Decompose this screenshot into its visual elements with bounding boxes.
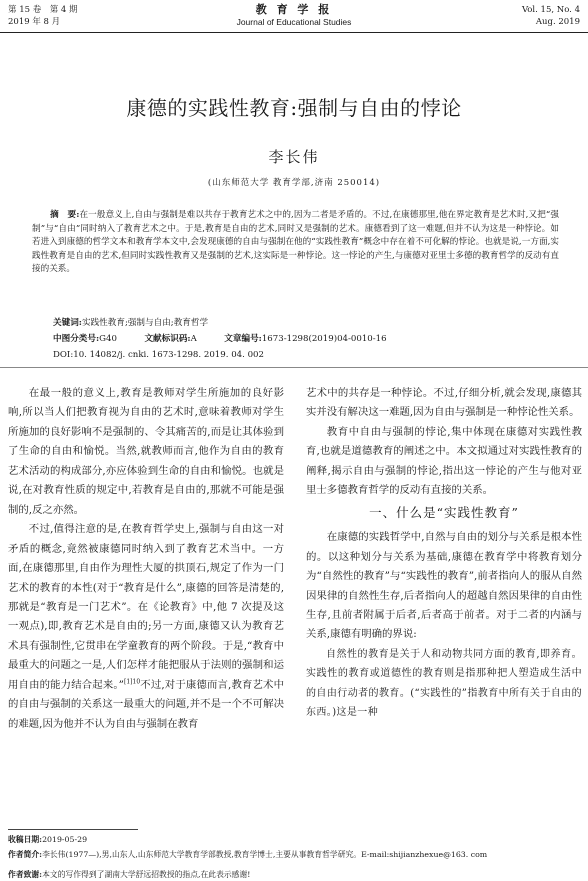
- keywords-label: 关键词:: [53, 318, 82, 328]
- body-right-column: [306, 384, 582, 723]
- publication-date-en: Aug. 2019: [535, 17, 580, 27]
- block-quote: 自然性的教育是关于人和动物共同方面的教育,即养育。实践性的教育或道德性的教育则是指那种把人塑造成生活中的自由行动者的教育。(“实践性的”指教育中所有关于自由的东西。)这是一种: [306, 648, 582, 719]
- author-affiliation: (山东师范大学 教育学部,济南 250014): [207, 178, 381, 188]
- publication-date: 2019 年 8 月: [8, 17, 61, 27]
- body-left-column: [8, 384, 284, 734]
- volume-issue-en: Vol. 15, No. 4: [521, 5, 580, 15]
- received-label: 收稿日期:: [8, 835, 43, 844]
- doi: DOI:10. 14082/j. cnki. 1673-1298. 2019. 04. 002: [53, 350, 264, 360]
- section-heading: 一、什么是“实践性教育”: [369, 504, 519, 520]
- paragraph: 艺术中的共存是一种悖论。不过,仔细分析,就会发现,康德其实并没有解决这一难题,因为自由与强制是一种悖论性关系。: [306, 387, 582, 419]
- clc-value: G40: [99, 334, 117, 344]
- abstract-divider: [0, 367, 588, 368]
- author-name: 李长伟: [268, 148, 320, 166]
- author-bio: [8, 849, 580, 860]
- keywords-text: 实践性教育;强制与自由;教育哲学: [81, 318, 209, 328]
- citation: [1]10: [124, 678, 141, 686]
- author-bio-label: 作者简介:: [8, 850, 43, 859]
- acknowledgement-text: 本文的写作得到了湖南大学舒远招教授的指点,在此表示感谢!: [42, 870, 251, 879]
- acknowledgement-label: 作者致谢:: [8, 870, 43, 879]
- abstract-label: 摘 要:: [50, 210, 80, 220]
- journal-name: [0, 4, 588, 28]
- article-number-value: 1673-1298(2019)04-0010-16: [261, 334, 387, 344]
- article-title: 康德的实践性教育:强制与自由的悖论: [126, 96, 462, 120]
- classification-line: [53, 333, 387, 346]
- paragraph: 在最一般的意义上,教育是教师对学生所施加的良好影响,所以当人们把教育视为自由的艺术时,意味着教师对学生所施加的良好影响不是强制的、令其痛苦的,而是让其体验到了生命的自由和愉悦。当然,就教师而言,他作为自由的教育艺术活动的构成部分,亦应体验到生命的自由和愉悦。也就是说,在对教育性质的规定中,若教育是自由的,那就不可能是强制的,反之亦然。: [8, 387, 284, 516]
- article-number-label: 文章编号:: [224, 334, 262, 344]
- doc-code-value: A: [190, 334, 197, 344]
- journal-name-en: Journal of Educational Studies: [236, 17, 352, 27]
- acknowledgement: [8, 869, 580, 880]
- clc-label: 中图分类号:: [53, 334, 100, 344]
- footnote-rule: [8, 829, 138, 830]
- received-value: 2019-05-29: [42, 835, 88, 844]
- abstract-text: 在一般意义上,自由与强制是难以共存于教育艺术之中的,因为二者是矛盾的。不过,在康德那里,他在界定教育是艺术时,又把“强制”与“自由”同时纳入了教育艺术之中。于是,教育是自由的艺术,同时又是强制的艺术。康德看到了这一难题,但并不认为这是一种悖论。如若进入到康德的哲学文本和教育学本文中,会发现康德的自由与强制在他的“实践性教育”概念中存在着不可化解的悖论。也就是说,一方面,实践性教育是自由的艺术,但同时实践性教育又是强制的艺术,这实际是一种悖论。这一悖论的产生,与康德对亚里士多德的教育哲学的反动有直接的关系。: [32, 210, 559, 275]
- paragraph: 在康德的实践哲学中,自然与自由的划分与关系是根本性的。以这种划分与关系为基础,康德在教育学中将教育划分为“自然性的教育”与“实践性的教育”,前者指向人的服从自然因果律的自然性生存,后者指向人的超越自然因果律的自由性生存,且前者附属于后者,后者高于前者。对于二者的内涵与关系,康德有明确的界说:: [306, 531, 582, 641]
- header-rule: [0, 32, 588, 33]
- paragraph: 教育中自由与强制的悖论,集中体现在康德对实践性教育,也就是道德教育的阐述之中。本文拟通过对实践性教育的阐释,揭示自由与强制的悖论,指出这一悖论的产生与他对亚里士多德教育哲学的反动有直接的关系。: [306, 425, 582, 497]
- volume-issue: 第 15 卷 第 4 期: [8, 5, 78, 15]
- received-date: [8, 834, 580, 845]
- doc-code-label: 文献标识码:: [144, 334, 191, 344]
- keywords: [53, 317, 208, 330]
- abstract: [32, 209, 559, 277]
- issue-info-en: [522, 4, 580, 28]
- journal-name-cn: 教 育 学 报: [255, 3, 333, 16]
- author-bio-text: 李长伟(1977—),男,山东人,山东师范大学教育学部教授,教育学博士,主要从事教育哲学研究。E-mail:shijianzhexue@163. com: [42, 850, 488, 859]
- paragraph: 不过,值得注意的是,在教育哲学史上,强制与自由这一对矛盾的概念,竟然被康德同时纳入到了教育艺术当中。一方面,在康德那里,自由作为理性大厦的拱顶石,规定了作为一门艺术的教育的本性(对于“教育是什么”,康德的回答是清楚的,那就是“教育是一门艺术”。在《论教育》中,他 7 次提及这一观点),即,教育艺术是自由的;另一方面,康德又认为教育艺术具有强制性,它贯串在学童教育的两个阶段。于是,“教育中最重大的问题之一是,人们怎样才能把服从于法则的强制和运用自由的能力结合起来。”$^{[1]10}$不过,对于康德而言,教育艺术中的自由与强制的关系这一最重大的问题,并不是一个不可解决的难题,因为他并不认为自由与强制在教育: [8, 523, 284, 730]
